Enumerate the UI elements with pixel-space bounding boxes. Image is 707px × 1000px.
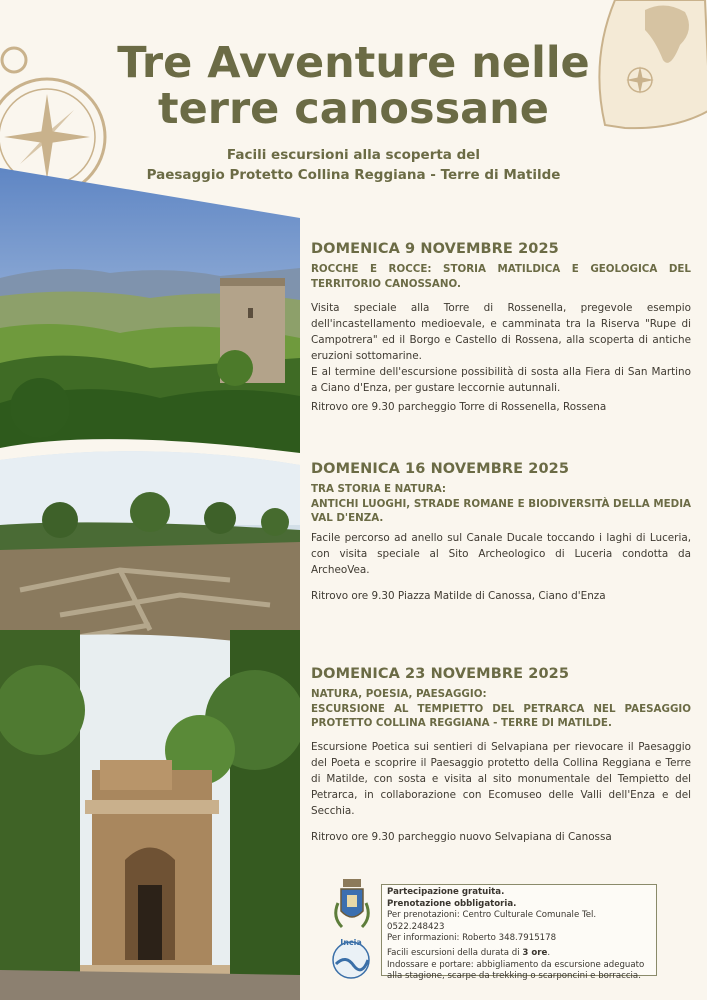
event-1-date: DOMENICA 9 NOVEMBRE 2025 (311, 241, 559, 257)
photo-torre-rossenella (0, 168, 300, 468)
event-3-meeting: Ritrovo ore 9.30 parcheggio nuovo Selvapiana di Canossa (311, 830, 612, 843)
event-2-description: Facile percorso ad anello sul Canale Ducale toccando i laghi di Luceria, con visita speciale al Sito Archeologico di Luceria condotta da ArcheoVea. (311, 531, 691, 576)
event-1-description: Visita speciale alla Torre di Rossenella, pregevole esempio dell'incastellamento medioevale, e camminata tra la Riserva "Rupe di Campotrera" ed il Borgo e Castello di Rossena, alla scoperta di antiche eruzioni sottomarine. (311, 302, 691, 362)
info-booking: Per prenotazioni: Centro Culturale Comunale Tel. 0522.248423 (387, 910, 597, 932)
event-2-heading-1: TRA STORIA E NATURA: (311, 483, 447, 495)
event-1 (311, 240, 691, 415)
event-2-meeting: Ritrovo ore 9.30 Piazza Matilde di Canossa, Ciano d'Enza (311, 589, 606, 602)
subtitle-line2: Paesaggio Protetto Collina Reggiana - Terre di Matilde (146, 167, 561, 183)
event-3-heading-2: ESCURSIONE AL TEMPIETTO DEL PETRARCA NEL PAESAGGIO PROTETTO COLLINA REGGIANA - TERRE DI MATILDE. (311, 702, 691, 729)
info-box (381, 884, 657, 982)
info-clothing: Indossare e portare: abbigliamento da escursione adeguato alla stagione, scarpe da trekking o scarponcini e borraccia. (387, 959, 645, 982)
event-3-date: DOMENICA 23 NOVEMBRE 2025 (311, 666, 570, 682)
page-title-line1: Tre Avventure nelle (117, 38, 590, 88)
event-2-heading-2: ANTICHI LUOGHI, STRADE ROMANE E BIODIVERSITÀ DELLA MEDIA VAL D'ENZA. (311, 497, 691, 524)
page-title-line2: terre canossane (158, 84, 549, 134)
info-duration: Facili escursioni della durata di 3 ore. (387, 947, 551, 958)
event-2 (311, 460, 691, 604)
event-2-date: DOMENICA 16 NOVEMBRE 2025 (311, 461, 570, 477)
incia-logo-text: Incia (340, 938, 362, 947)
municipality-crest-logo (328, 877, 376, 935)
info-contact: Per informazioni: Roberto 348.7915178 (387, 933, 557, 944)
event-3-description: Escursione Poetica sui sentieri di Selvapiana per rievocare il Paesaggio del Poeta e scoprire il Paesaggio protetto della Collina Reggiana e Terre di Matilde, con sosta e visita al sito monumentale del Tempietto del Petrarca, in collaborazione con Ecomuseo delle Valli dell'Enza e del Secchia. (311, 740, 691, 817)
info-free: Partecipazione gratuita. (387, 887, 505, 897)
incia-logo (328, 936, 374, 980)
photo-tempietto-petrarca (0, 630, 300, 1000)
event-1-meeting: Ritrovo ore 9.30 parcheggio Torre di Rossenella, Rossena (311, 401, 607, 413)
event-3 (311, 665, 691, 845)
info-booking-required: Prenotazione obbligatoria. (387, 898, 517, 909)
subtitle-line1: Facili escursioni alla scoperta del (226, 147, 481, 163)
event-3-heading-1: NATURA, POESIA, PAESAGGIO: (311, 688, 487, 700)
event-1-extra: E al termine dell'escursione possibilità di sosta alla Fiera di San Martino a Ciano d'Enza, per gustare leccornie autunnali. (311, 366, 691, 394)
info-duration-value: 3 ore (522, 947, 548, 958)
event-1-heading: ROCCHE E ROCCE: STORIA MATILDICA E GEOLOGICA DEL TERRITORIO CANOSSANO. (311, 263, 691, 290)
